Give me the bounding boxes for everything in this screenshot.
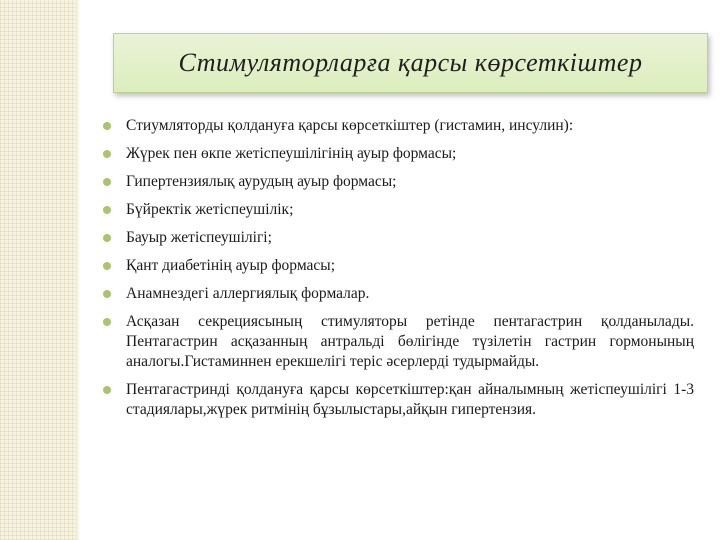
bullet-item bbox=[100, 256, 694, 276]
bullet-item bbox=[100, 284, 694, 304]
bullet-text: Бауыр жетіспеушілігі; bbox=[126, 229, 272, 246]
bullet-text: Асқазан секрециясының стимуляторы ретінде пентагастрин қолданылады. Пентагастрин асқазанның антральді бөлігінде түзілетін гастрин гормонының аналогы.Гистаминнен ерекшелігі теріс әсерлерді тудырмайды. bbox=[126, 313, 694, 370]
bullet-item bbox=[100, 228, 694, 248]
bullet-dot-icon bbox=[103, 234, 111, 242]
bullet-dot-icon bbox=[103, 386, 111, 394]
bullet-item bbox=[100, 380, 694, 420]
bullet-text: Анамнездегі аллергиялық формалар. bbox=[126, 285, 370, 302]
bullet-dot-icon bbox=[103, 122, 111, 130]
bullet-dot-icon bbox=[103, 178, 111, 186]
bullet-dot-icon bbox=[103, 290, 111, 298]
slide-title: Стимуляторларға қарсы көрсеткіштер bbox=[178, 48, 643, 77]
bullet-text: Жүрек пен өкпе жетіспеушілігінің ауыр формасы; bbox=[126, 145, 457, 162]
decorative-side-edge bbox=[76, 0, 80, 540]
bullet-item bbox=[100, 312, 694, 372]
bullet-dot-icon bbox=[103, 318, 111, 326]
bullet-dot-icon bbox=[103, 262, 111, 270]
bullet-item bbox=[100, 200, 694, 220]
bullet-item bbox=[100, 116, 694, 136]
slide-title-box bbox=[113, 33, 708, 93]
bullet-text: Қант диабетінің ауыр формасы; bbox=[126, 257, 336, 274]
bullet-item bbox=[100, 144, 694, 164]
bullet-item bbox=[100, 172, 694, 192]
decorative-side-pattern bbox=[0, 0, 76, 540]
bullet-text: Бүйректік жетіспеушілік; bbox=[126, 201, 294, 218]
bullet-text: Стиумляторды қолдануға қарсы көрсеткіштер (гистамин, инсулин): bbox=[126, 117, 574, 134]
bullet-list bbox=[100, 116, 694, 428]
bullet-dot-icon bbox=[103, 206, 111, 214]
bullet-text: Пентагастринді қолдануға қарсы көрсеткіштер:қан айналымның жетіспеушілігі 1-3 стадиялары,жүрек ритмінің бұзылыстары,айқын гипертензия. bbox=[126, 381, 694, 418]
bullet-dot-icon bbox=[103, 150, 111, 158]
bullet-text: Гипертензиялық аурудың ауыр формасы; bbox=[126, 173, 397, 190]
